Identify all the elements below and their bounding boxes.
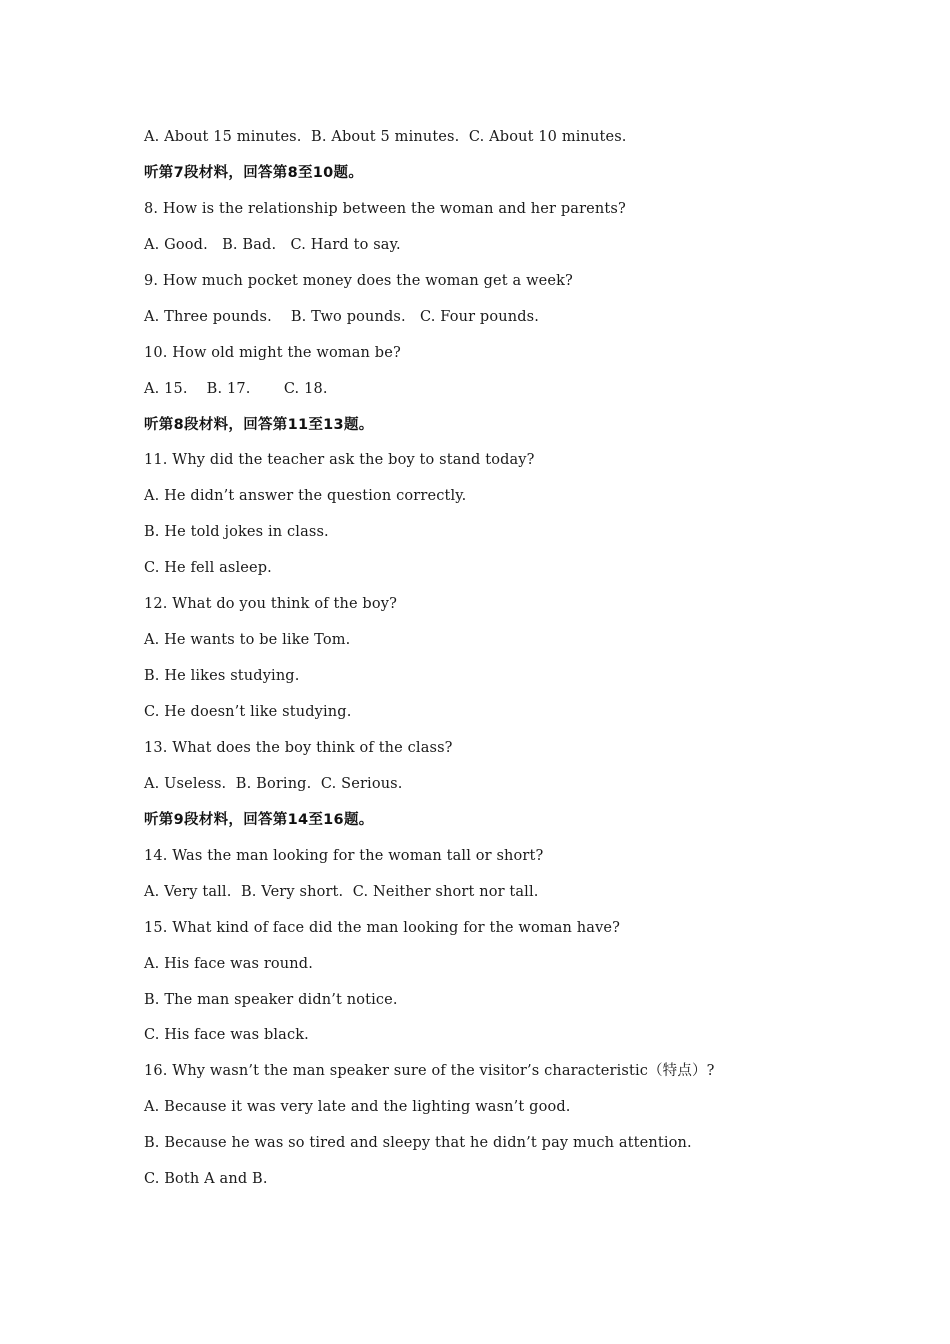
option-line: B. He told jokes in class.	[144, 524, 329, 541]
option-line: B. Because he was so tired and sleepy that he didn’t pay much attention.	[144, 1135, 692, 1152]
option-line: C. He doesn’t like studying.	[144, 704, 352, 720]
option-line: B. The man speaker didn’t notice.	[144, 991, 398, 1008]
option-line: A. His face was round.	[144, 955, 313, 972]
option-line: C. His face was black.	[144, 1027, 309, 1044]
document-page	[144, 124, 844, 1202]
section-heading: 听第8段材料，回答第11至13题。	[144, 416, 374, 433]
question-line: 9. How much pocket money does the woman get a week?	[144, 272, 573, 289]
option-line: A. Good. B. Bad. C. Hard to say.	[144, 236, 401, 253]
question-line: 16. Why wasn’t the man speaker sure of the visitor’s characteristic（特点）?	[144, 1063, 715, 1080]
option-line: A. Three pounds. B. Two pounds. C. Four pounds.	[144, 308, 539, 325]
question-line: 11. Why did the teacher ask the boy to stand today?	[144, 452, 535, 469]
question-line: 15. What kind of face did the man looking for the woman have?	[144, 919, 621, 936]
option-line: A. He didn’t answer the question correctly.	[144, 488, 467, 505]
option-line: C. He fell asleep.	[144, 560, 272, 577]
section-heading: 听第7段材料，回答第8至10题。	[144, 164, 364, 181]
question-line: 13. What does the boy think of the class?	[144, 739, 453, 756]
question-line: 8. How is the relationship between the woman and her parents?	[144, 200, 626, 217]
section-heading: 听第9段材料，回答第14至16题。	[144, 811, 374, 828]
question-line: 12. What do you think of the boy?	[144, 596, 398, 613]
option-line: A. Useless. B. Boring. C. Serious.	[144, 775, 403, 792]
option-line: A. He wants to be like Tom.	[144, 632, 351, 649]
question-line: 14. Was the man looking for the woman tall or short?	[144, 847, 544, 864]
question-line: 10. How old might the woman be?	[144, 344, 401, 361]
option-line: A. Very tall. B. Very short. C. Neither short nor tall.	[144, 883, 539, 900]
option-line: A. Because it was very late and the lighting wasn’t good.	[144, 1099, 571, 1116]
option-line: A. About 15 minutes. B. About 5 minutes. C. About 10 minutes.	[144, 129, 627, 145]
option-line: A. 15. B. 17. C. 18.	[144, 380, 328, 397]
option-line: C. Both A and B.	[144, 1171, 268, 1188]
option-line: B. He likes studying.	[144, 668, 300, 685]
